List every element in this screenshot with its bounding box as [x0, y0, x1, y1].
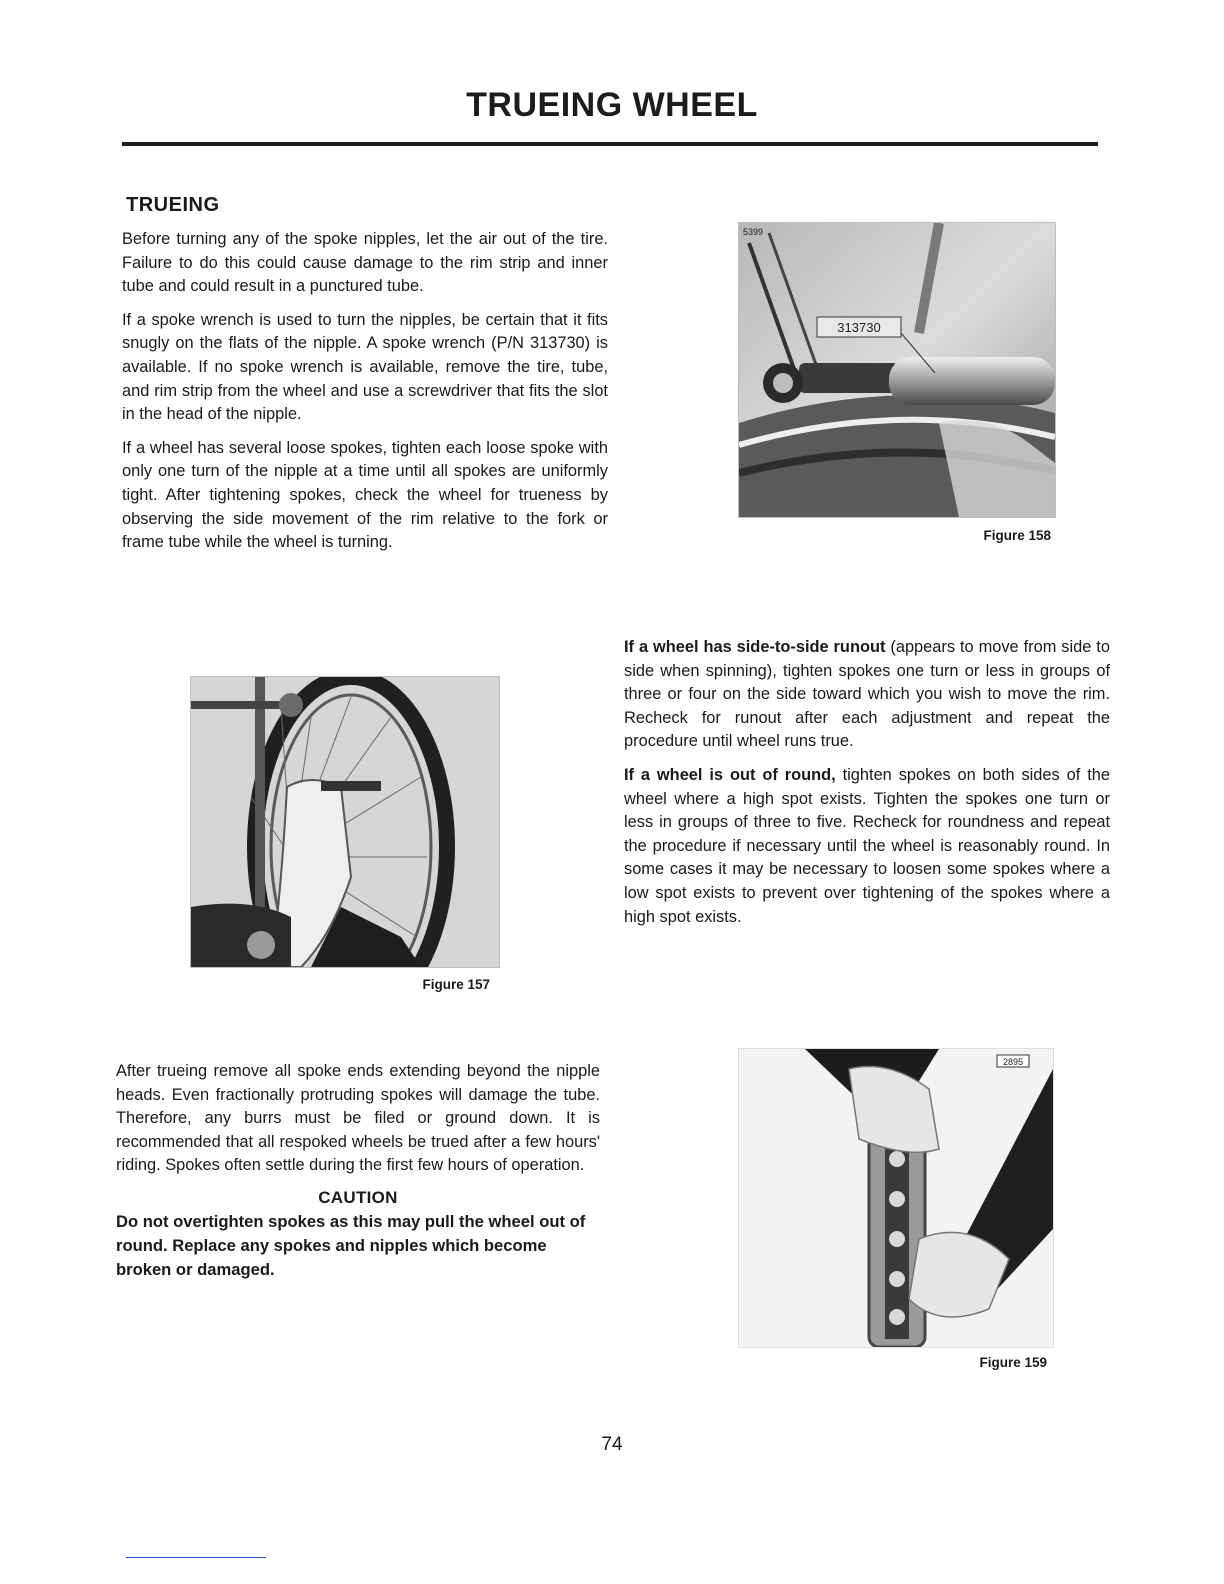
footer-rule [126, 1557, 266, 1558]
figure-158-caption: Figure 158 [983, 528, 1051, 543]
figure-158-photo [738, 222, 1056, 518]
figure-158-part-label: 313730 [837, 320, 881, 335]
figure-159-corner-label: 2895 [1002, 1057, 1024, 1067]
after-trueing-paragraph: After trueing remove all spoke ends extending beyond the nipple heads. Even fractionally protruding spokes will damage the tube. Therefore, any burrs must be filed or ground down. It is recommended that all respoked wheels be trued after a few hours' riding. Spokes often settle during the first few hours of operation. [116, 1062, 600, 1175]
figure-158-corner-label: 5399 [743, 227, 764, 237]
runout-paragraph [624, 636, 1110, 754]
runout-lead: If a wheel has side-to-side runout [624, 638, 886, 656]
trueing-paragraph-2: If a spoke wrench is used to turn the nipples, be certain that it fits snugly on the flats of the nipple. A spoke wrench (P/N 313730) is available. If no spoke wrench is available, remove the tire, tube, and rim strip from the wheel and use a screwdriver that fits the slot in the head of the nipple. [122, 310, 608, 424]
after-trueing-block [116, 1060, 600, 1282]
page-title: TRUEING WHEEL [466, 86, 758, 124]
figure-157-photo [190, 676, 500, 968]
section-heading-trueing: TRUEING [126, 194, 220, 216]
figure-159-photo [738, 1048, 1054, 1348]
page-number: 74 [601, 1434, 623, 1455]
out-of-round-text: tighten spokes on both sides of the wheel where a high spot exists. Tighten the spokes one turn or less in groups of three to five. Recheck for roundness and repeat the procedure if necessary until the wheel is reasonably round. In some cases it may be necessary to loosen some spokes where a low spot exists to prevent over tightening of the spokes where a high spot exists. [624, 765, 1110, 926]
out-of-round-paragraph [624, 764, 1110, 929]
out-of-round-lead: If a wheel is out of round, [624, 765, 836, 784]
runout-text: (appears to move from side to side when spinning), tighten spokes one turn or less in groups of three or four on the side toward which you wish to move the rim. Recheck for runout after each adjustment and repeat the procedure until wheel runs true. [624, 638, 1110, 751]
runout-text-block [624, 636, 1110, 929]
trueing-text-block [122, 228, 608, 555]
figure-159-caption: Figure 159 [979, 1355, 1047, 1370]
title-rule [122, 142, 1098, 146]
trueing-paragraph-3: If a wheel has several loose spokes, tighten each loose spoke with only one turn of the nipple at a time until all spokes are uniformly tight. After tightening spokes, check the wheel for trueness by observing the side movement of the rim relative to the fork or frame tube while the wheel is turning. [122, 438, 608, 552]
figure-157-caption: Figure 157 [422, 977, 490, 992]
rim-inspection-illustration [739, 1049, 1053, 1347]
caution-title: CAUTION [318, 1187, 398, 1207]
spoke-wrench-illustration [739, 223, 1055, 517]
trueing-paragraph-1: Before turning any of the spoke nipples, let the air out of the tire. Failure to do this could cause damage to the rim strip and inner tube and could result in a punctured tube. [122, 230, 608, 296]
caution-text: Do not overtighten spokes as this may pull the wheel out of round. Replace any spokes and nipples which become broken or damaged. [116, 1211, 586, 1279]
wheel-trueing-stand-illustration [191, 677, 499, 967]
